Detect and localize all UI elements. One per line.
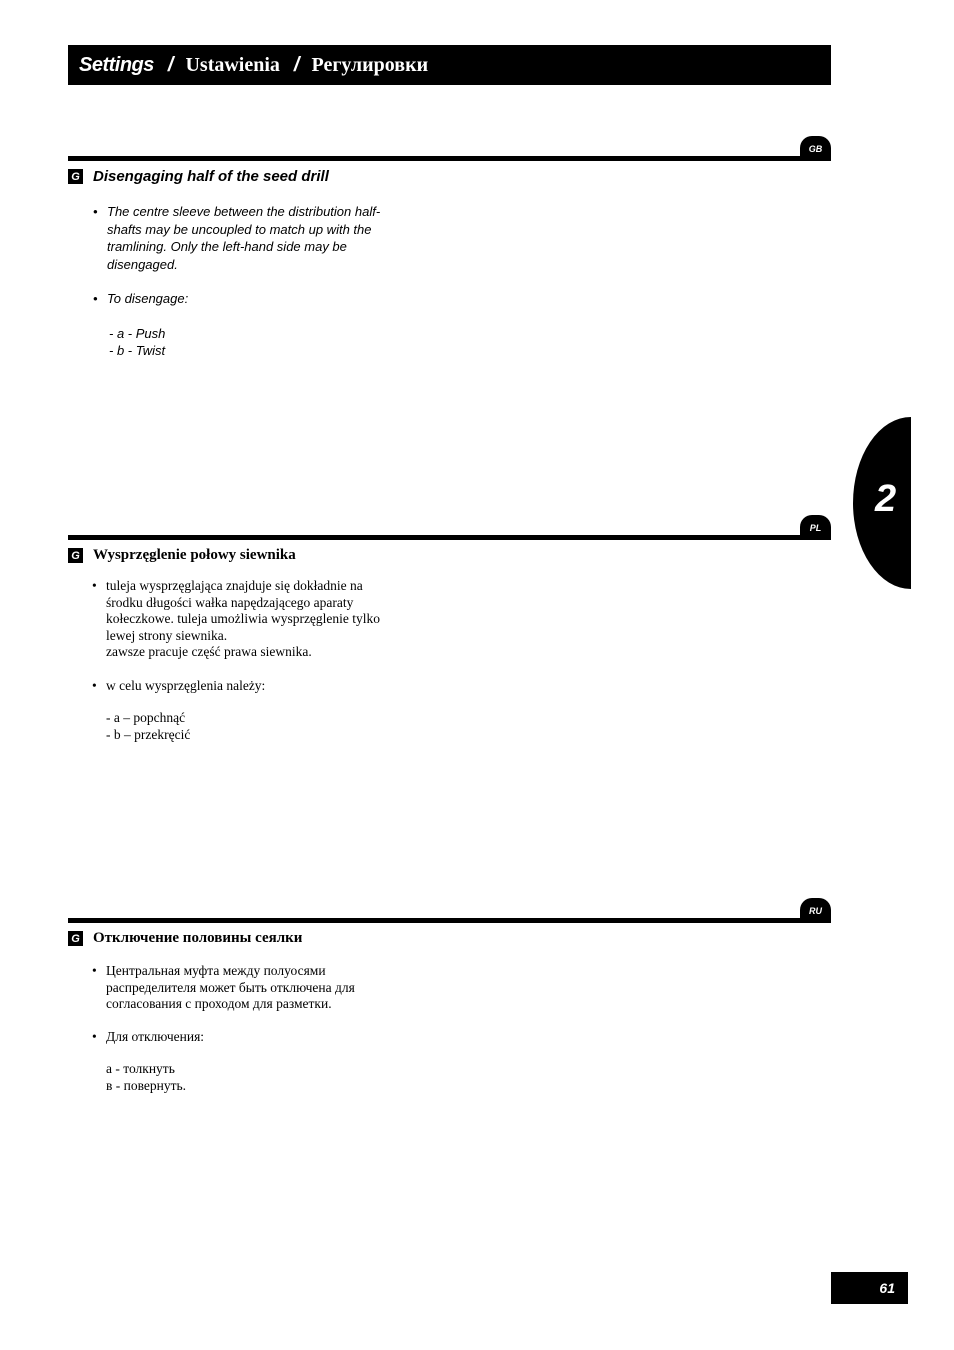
steps-list: [92, 1061, 412, 1094]
lang-badge-pl: PL: [800, 515, 831, 538]
section-body-ru: [92, 963, 412, 1094]
bullet-instruction: [92, 678, 412, 695]
step-item: - a - Push: [109, 325, 166, 341]
paragraph-line: tuleja wysprzęglająca znajduje się dokładnie na: [106, 578, 363, 593]
section-body-gb: [93, 203, 413, 360]
paragraph-line: tramlining. Only the left-hand side may be: [107, 239, 347, 254]
section-marker-icon: G: [68, 169, 83, 184]
section-title-ru: [68, 930, 302, 947]
steps-list: [92, 710, 412, 743]
chapter-number: 2: [875, 478, 897, 520]
section-body-pl: [92, 578, 412, 743]
header-title-en: Settings: [79, 53, 154, 76]
paragraph-line: The centre sleeve between the distribution half-: [107, 204, 381, 219]
step-item: - b - Twist: [109, 343, 166, 358]
steps-list: [93, 325, 413, 360]
bullet-icon: •: [93, 204, 98, 219]
section-rule: [68, 918, 831, 923]
chapter-tab: [853, 417, 911, 589]
instruction-text: To disengage:: [107, 291, 189, 306]
step-item: - b – przekręcić: [106, 726, 191, 742]
bullet-icon: •: [92, 963, 97, 978]
section-marker-icon: G: [68, 548, 83, 563]
bullet-paragraph: [92, 963, 412, 1013]
paragraph-line: согласования с проходом для разметки.: [106, 996, 332, 1011]
section-rule: [68, 535, 831, 540]
section-heading: Disengaging half of the seed drill: [93, 168, 329, 185]
instruction-text: w celu wysprzęglenia należy:: [106, 677, 266, 693]
page-number: 61: [831, 1272, 908, 1304]
bullet-icon: •: [93, 291, 98, 306]
header-separator: /: [293, 53, 300, 76]
bullet-paragraph: [92, 578, 412, 661]
paragraph-line: shafts may be uncoupled to match up with the: [107, 221, 372, 237]
bullet-icon: •: [92, 578, 97, 593]
section-rule: [68, 156, 831, 161]
bullet-instruction: [93, 290, 413, 308]
paragraph-line: распределителя может быть отключена для: [106, 979, 355, 995]
section-heading: Отключение половины сеялки: [93, 930, 303, 946]
section-marker-icon: G: [68, 931, 83, 946]
header-title-pl: Ustawienia: [185, 53, 280, 76]
paragraph-line: środku długości wałka napędzającego aparaty: [106, 594, 354, 610]
paragraph-line: disengaged.: [107, 256, 178, 272]
bullet-paragraph: [93, 203, 413, 273]
bullet-icon: •: [92, 677, 97, 693]
paragraph-line: zawsze pracuje część prawa siewnika.: [106, 644, 312, 659]
header-title-ru: Регулировки: [311, 53, 429, 76]
bullet-instruction: [92, 1029, 412, 1046]
step-item: а - толкнуть: [106, 1061, 175, 1076]
page-header: [68, 45, 831, 85]
section-title-pl: [68, 547, 296, 564]
paragraph-line: Центральная муфта между полуосями: [106, 963, 326, 978]
bullet-icon: •: [92, 1028, 97, 1044]
instruction-text: Для отключения:: [106, 1028, 205, 1044]
paragraph-line: kołeczkowe. tuleja umożliwia wysprzęglenie tylko: [106, 611, 381, 626]
header-separator: /: [167, 53, 174, 76]
lang-badge-gb: GB: [800, 136, 831, 159]
lang-badge-ru: RU: [800, 898, 831, 921]
section-heading: Wysprzęglenie połowy siewnika: [93, 547, 296, 563]
section-title-gb: [68, 168, 329, 185]
step-item: в - повернуть.: [106, 1077, 187, 1093]
paragraph-line: lewej strony siewnika.: [106, 627, 228, 643]
step-item: - a – popchnąć: [106, 710, 186, 725]
